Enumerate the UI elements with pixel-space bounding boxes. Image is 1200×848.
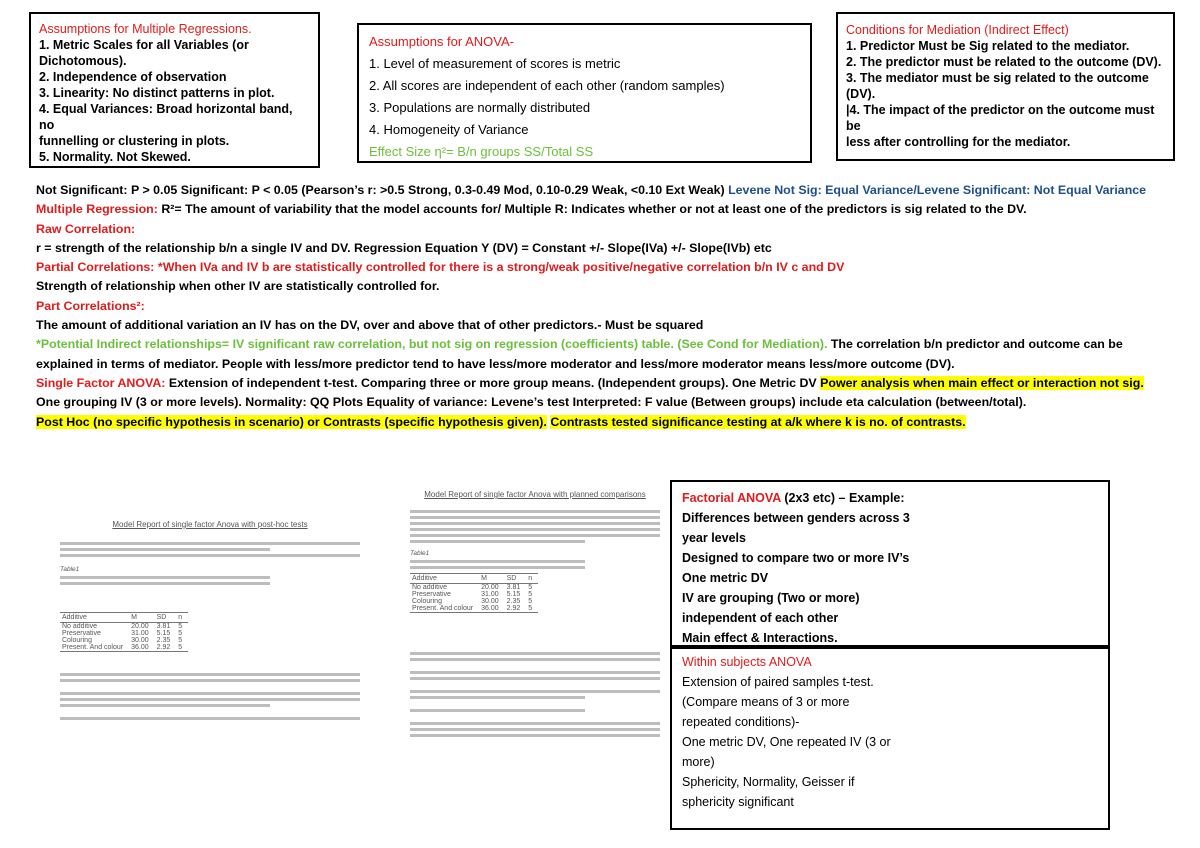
within-subjects-title: Within subjects ANOVA <box>682 655 812 669</box>
doc2-header: Additive <box>410 574 479 584</box>
doc2-header: SD <box>505 574 527 584</box>
table-cell: No additive <box>412 584 448 591</box>
post-hoc-highlight: Post Hoc (no specific hypothesis in scenario) or Contrasts (specific hypothesis given). <box>36 414 547 429</box>
doc1-table-label: Table1 <box>60 566 80 573</box>
regression-item-2: 2. Independence of observation <box>39 70 227 84</box>
significance-text: Not Significant: P > 0.05 Significant: P < 0.05 (Pearson’s r: >0.5 Strong, 0.3-0.49 Mod, 0.10-0.29 Weak, <0.10 Ext Weak) <box>36 183 725 197</box>
regression-item-4b: funnelling or clustering in plots. <box>39 134 230 148</box>
factorial-line-4: One metric DV <box>682 571 769 585</box>
factorial-anova-box <box>670 480 1110 647</box>
factorial-line-3: Designed to compare two or more IV’s <box>682 551 910 565</box>
notes-block <box>36 181 1176 432</box>
mediation-title: Conditions for Mediation (Indirect Effect) <box>846 23 1069 37</box>
mediation-item-4b: less after controlling for the mediator. <box>846 135 1071 149</box>
factorial-line-6: independent of each other <box>682 611 839 625</box>
anova-assumptions-title: Assumptions for ANOVA- <box>369 34 514 49</box>
regression-item-1b: Dichotomous). <box>39 54 127 68</box>
table-row <box>60 623 188 631</box>
within-line-2: (Compare means of 3 or more <box>682 695 850 709</box>
anova-item-1: 1. Level of measurement of scores is metric <box>369 56 621 71</box>
power-analysis-highlight: Power analysis when main effect or interaction not sig. <box>820 375 1144 390</box>
mediation-item-1: 1. Predictor Must be Sig related to the mediator. <box>846 39 1130 53</box>
table-cell: 30.00 <box>131 637 149 644</box>
doc1-header: n <box>176 613 188 623</box>
table-cell: 5 <box>176 644 188 652</box>
table-cell: 5 <box>528 598 533 605</box>
table-cell: Preservative <box>412 591 451 598</box>
mediation-conditions-box <box>836 12 1175 161</box>
grouping-iv-text: One grouping IV (3 or more levels). Normality: QQ Plots Equality of variance: Levene’s test Interpreted: F value (Between groups) include eta calculation (between/total). <box>36 395 1027 410</box>
table-cell: 5 <box>528 584 533 591</box>
within-subjects-anova-box <box>670 647 1110 830</box>
anova-item-3: 3. Populations are normally distributed <box>369 100 591 115</box>
factorial-anova-label: Factorial ANOVA <box>682 491 781 505</box>
table-cell: 5 <box>528 591 533 598</box>
table-cell: 2.35 <box>506 598 521 605</box>
table-cell: 20.00 <box>131 623 149 630</box>
regression-item-3: 3. Linearity: No distinct patterns in plot. <box>39 86 275 100</box>
factorial-line-7: Main effect & Interactions. <box>682 631 838 645</box>
within-line-3: repeated conditions)- <box>682 715 800 729</box>
multiple-regression-label: Multiple Regression: <box>36 202 158 217</box>
doc2-title: Model Report of single factor Anova with planned comparisons <box>424 490 646 499</box>
regression-item-4: 4. Equal Variances: Broad horizontal band, no <box>39 102 293 132</box>
table-cell: Present. And colour <box>60 644 129 652</box>
doc1-title: Model Report of single factor Anova with post-hoc tests <box>112 520 308 529</box>
anova-item-4: 4. Homogeneity of Variance <box>369 122 529 137</box>
table-cell: 2.92 <box>155 644 177 652</box>
contrasts-highlight: Contrasts tested significance testing at a/k where k is no. of contrasts. <box>550 414 966 429</box>
within-line-5: more) <box>682 755 715 769</box>
multiple-regression-text: R²= The amount of variability that the model accounts for/ Multiple R: Indicates whether or not at least one of the predictors is sig related to the DV. <box>161 202 1027 217</box>
single-factor-anova-text: Extension of independent t-test. Comparing three or more group means. (Independent groups). One Metric DV <box>168 375 817 390</box>
factorial-anova-title <box>682 488 1098 508</box>
doc2-header: n <box>526 574 538 584</box>
notes-line-multiple-regression <box>36 200 1176 219</box>
doc1-header: Additive <box>60 613 129 623</box>
doc2-table <box>410 573 538 613</box>
partial-correlations-text: Partial Correlations: *When IVa and IV b are statistically controlled for there is a strong/weak positive/negative correlation b/n IV c and DV <box>36 260 845 275</box>
single-factor-anova-label: Single Factor ANOVA: <box>36 375 166 390</box>
factorial-anova-example: (2x3 etc) – Example: <box>780 491 905 505</box>
model-report-posthoc <box>60 520 360 780</box>
table-cell: No additive <box>62 623 98 630</box>
part-correlations-text: The amount of additional variation an IV has on the DV, over and above that of other predictors.- Must be squared <box>36 318 704 333</box>
notes-line-posthoc <box>36 413 1176 432</box>
partial-correlations-desc: Strength of relationship when other IV are statistically controlled for. <box>36 279 440 294</box>
table-cell: 2.35 <box>156 637 171 644</box>
doc2-header: M <box>479 574 505 584</box>
table-cell: 5 <box>526 605 538 613</box>
mediator-explained-text: explained in terms of mediator. People with less/more predictor tend to have less/more moderator and less/more moderator means less/more outcome (DV). <box>36 356 955 371</box>
regression-item-1: 1. Metric Scales for all Variables (or <box>39 38 249 52</box>
table-cell: 31.00 <box>131 630 149 637</box>
doc1-table <box>60 612 188 652</box>
table-row <box>60 630 188 637</box>
table-row <box>410 605 538 613</box>
mediation-item-2: 2. The predictor must be related to the outcome (DV). <box>846 55 1162 69</box>
notes-line-indirect <box>36 335 1176 354</box>
within-line-4: One metric DV, One repeated IV (3 or <box>682 735 891 749</box>
doc2-table-label: Table1 <box>410 550 430 557</box>
table-cell: 5 <box>178 637 183 644</box>
mediation-item-4: |4. The impact of the predictor on the outcome must be <box>846 103 1155 133</box>
table-row <box>410 584 538 592</box>
notes-line-significance <box>36 181 1176 200</box>
table-cell: 30.00 <box>481 598 499 605</box>
table-row <box>410 598 538 605</box>
levene-text: Levene Not Sig: Equal Variance/Levene Significant: Not Equal Variance <box>728 183 1147 197</box>
indirect-relationships-text: *Potential Indirect relationships= IV significant raw correlation, but not sig on regression (coefficients) table. (See Cond for Mediation). <box>36 337 828 352</box>
regression-assumptions-title: Assumptions for Multiple Regressions. <box>39 22 252 36</box>
table-cell: 3.81 <box>506 584 521 591</box>
doc1-header: M <box>129 613 155 623</box>
table-cell: 3.81 <box>156 623 171 630</box>
factorial-line-5: IV are grouping (Two or more) <box>682 591 860 605</box>
table-cell: 5.15 <box>506 591 521 598</box>
table-cell: Colouring <box>62 637 92 644</box>
mediation-item-3: 3. The mediator must be sig related to the outcome <box>846 71 1149 85</box>
part-correlations-heading: Part Correlations²: <box>36 298 145 313</box>
table-cell: Colouring <box>412 598 442 605</box>
factorial-line-1: Differences between genders across 3 <box>682 511 910 525</box>
raw-correlation-text: r = strength of the relationship b/n a single IV and DV. Regression Equation Y (DV) = Constant +/- Slope(IVa) +/- Slope(IVb) etc <box>36 240 772 255</box>
doc1-header: SD <box>155 613 177 623</box>
within-line-1: Extension of paired samples t-test. <box>682 675 874 689</box>
table-cell: 20.00 <box>481 584 499 591</box>
table-cell: 2.92 <box>505 605 527 613</box>
factorial-line-2: year levels <box>682 531 746 545</box>
regression-assumptions-box <box>29 12 320 168</box>
anova-assumptions-box <box>357 23 812 163</box>
table-row <box>60 637 188 644</box>
table-cell: 36.00 <box>129 644 155 652</box>
anova-item-2: 2. All scores are independent of each other (random samples) <box>369 78 725 93</box>
within-line-6: Sphericity, Normality, Geisser if <box>682 775 855 789</box>
table-row <box>410 591 538 598</box>
model-report-planned-comparisons <box>410 490 660 820</box>
notes-line-single-factor <box>36 374 1176 393</box>
indirect-relationships-desc: The correlation b/n predictor and outcome can be <box>830 337 1123 352</box>
table-cell: Preservative <box>62 630 101 637</box>
within-line-7: sphericity significant <box>682 795 794 809</box>
anova-effect-size: Effect Size η²= B/n groups SS/Total SS <box>369 144 594 159</box>
table-cell: Present. And colour <box>410 605 479 613</box>
raw-correlation-heading: Raw Correlation: <box>36 221 136 236</box>
table-row <box>60 644 188 652</box>
regression-item-5: 5. Normality. Not Skewed. <box>39 150 191 164</box>
table-cell: 5 <box>178 630 183 637</box>
table-cell: 31.00 <box>481 591 499 598</box>
table-cell: 5.15 <box>156 630 171 637</box>
table-cell: 5 <box>178 623 183 630</box>
table-cell: 36.00 <box>479 605 505 613</box>
mediation-item-3b: (DV). <box>846 87 876 101</box>
